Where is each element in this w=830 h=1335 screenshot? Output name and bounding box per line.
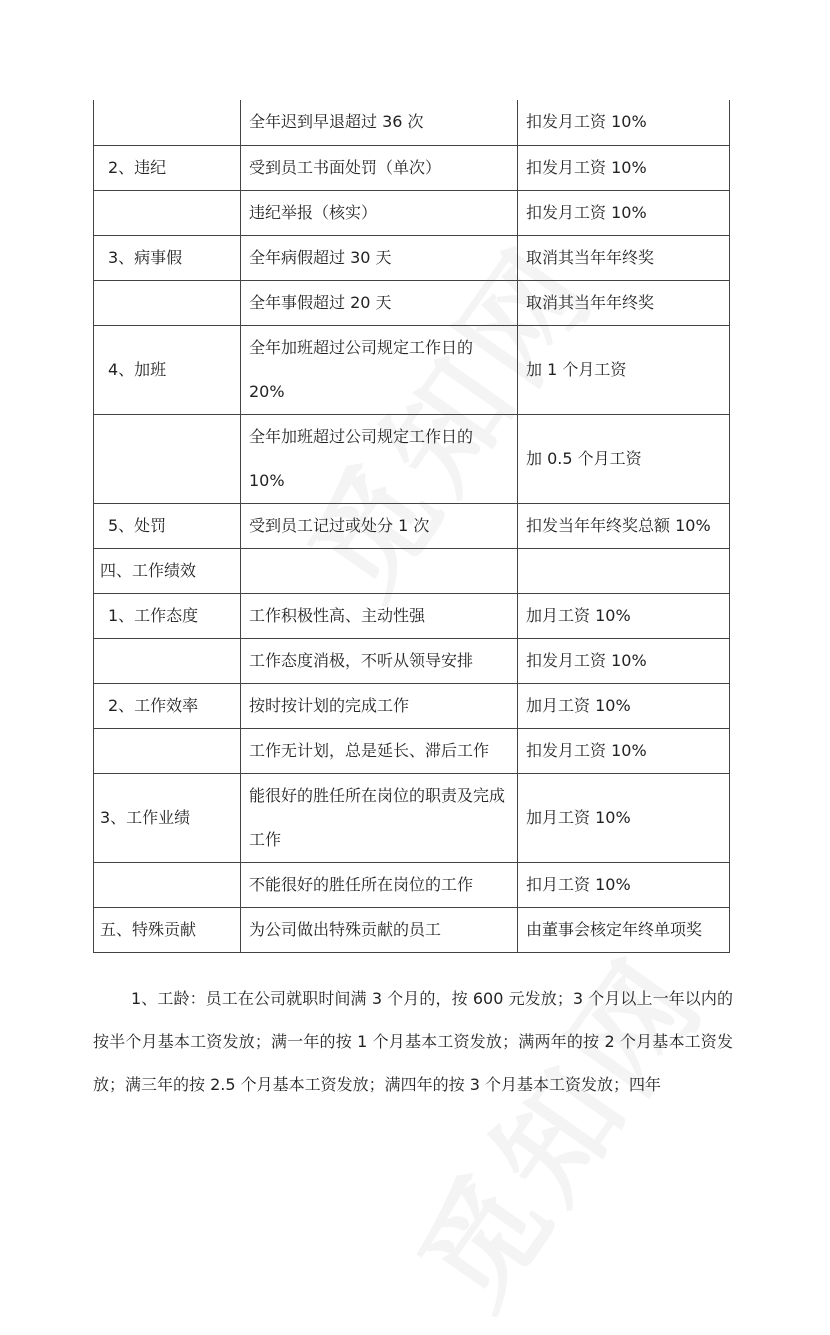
result-cell: 取消其当年年终奖 [518,280,730,325]
category-cell: 2、工作效率 [94,683,241,728]
section-heading-cell: 四、工作绩效 [94,548,241,593]
seniority-paragraph: 1、工龄：员工在公司就职时间满 3 个月的，按 600 元发放；3 个月以上一年以内的按半个月基本工资发放；满一年的按 1 个月基本工资发放；满两年的按 2 个月基本工资发放；满三年的按 2.5 个月基本工资发放；满四年的按 3 个月基本工资发放；四年 [93,989,733,1094]
result-cell: 加月工资 10% [518,593,730,638]
table-row [94,145,730,190]
category-cell: 5、处罚 [94,503,241,548]
result-cell: 加 0.5 个月工资 [518,414,730,503]
table-row [94,280,730,325]
table-row [94,593,730,638]
result-cell: 扣发月工资 10% [518,728,730,773]
category-cell: 4、加班 [94,325,241,414]
condition-cell: 受到员工记过或处分 1 次 [241,503,518,548]
section-heading-cell: 五、特殊贡献 [94,907,241,952]
category-cell [94,190,241,235]
condition-cell: 受到员工书面处罚（单次） [241,145,518,190]
category-cell [94,638,241,683]
condition-cell: 工作无计划，总是延长、滞后工作 [241,728,518,773]
category-cell: 3、病事假 [94,235,241,280]
condition-cell: 全年加班超过公司规定工作日的 10% [241,414,518,503]
result-cell: 扣发当年年终奖总额 10% [518,503,730,548]
category-cell [94,862,241,907]
category-cell: 2、违纪 [94,145,241,190]
table-row [94,190,730,235]
condition-cell: 全年事假超过 20 天 [241,280,518,325]
result-cell: 由董事会核定年终单项奖 [518,907,730,952]
table-row [94,100,730,145]
table-row [94,728,730,773]
result-cell: 扣发月工资 10% [518,145,730,190]
table-row [94,414,730,503]
condition-cell: 为公司做出特殊贡献的员工 [241,907,518,952]
condition-cell: 工作态度消极，不听从领导安排 [241,638,518,683]
result-cell: 加月工资 10% [518,773,730,862]
category-cell [94,280,241,325]
table-row [94,325,730,414]
table-row [94,907,730,952]
category-cell [94,100,241,145]
table-row [94,773,730,862]
category-cell [94,728,241,773]
condition-cell: 能很好的胜任所在岗位的职责及完成工作 [241,773,518,862]
result-cell: 扣发月工资 10% [518,190,730,235]
condition-cell: 按时按计划的完成工作 [241,683,518,728]
condition-cell: 工作积极性高、主动性强 [241,593,518,638]
category-cell: 1、工作态度 [94,593,241,638]
result-cell: 加 1 个月工资 [518,325,730,414]
table-row [94,683,730,728]
bonus-rules-table [93,100,730,953]
table-row [94,862,730,907]
table-row [94,548,730,593]
result-cell: 加月工资 10% [518,683,730,728]
result-cell: 扣发月工资 10% [518,100,730,145]
result-cell [518,548,730,593]
category-cell [94,414,241,503]
condition-cell: 全年迟到早退超过 36 次 [241,100,518,145]
table-row [94,503,730,548]
result-cell: 扣月工资 10% [518,862,730,907]
condition-cell [241,548,518,593]
category-cell: 3、工作业绩 [94,773,241,862]
condition-cell: 不能很好的胜任所在岗位的工作 [241,862,518,907]
table-row [94,638,730,683]
result-cell: 取消其当年年终奖 [518,235,730,280]
condition-cell: 全年病假超过 30 天 [241,235,518,280]
condition-cell: 违纪举报（核实） [241,190,518,235]
condition-cell: 全年加班超过公司规定工作日的 20% [241,325,518,414]
result-cell: 扣发月工资 10% [518,638,730,683]
table-row [94,235,730,280]
